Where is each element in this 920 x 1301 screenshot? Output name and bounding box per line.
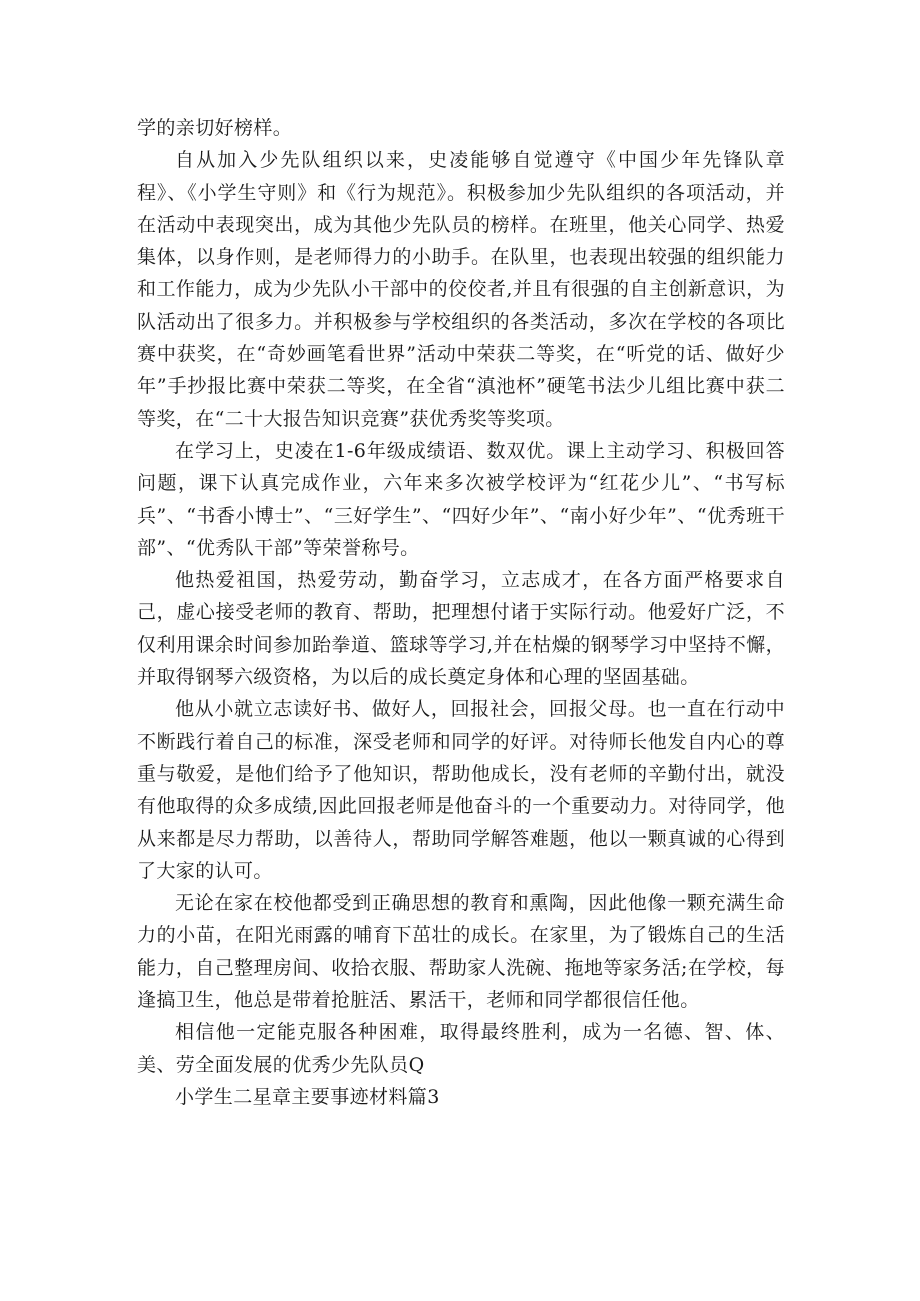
section-heading: 小学生二星章主要事迹材料篇3 — [175, 1085, 440, 1108]
paragraph-patriotism: 他热爱祖国，热爱劳动，勤奋学习，立志成才，在各方面严格要求自己，虚心接受老师的教育、帮助，把理想付诸于实际行动。他爱好广泛，不仅利用课余时间参加跆拳道、篮球等学习,并在枯燥的钢琴学习中坚持不懈，并取得钢琴六级资格，为以后的成长奠定身体和心理的坚固基础。 — [137, 569, 785, 689]
document-page — [137, 112, 785, 1113]
paragraph-home-school: 无论在家在校他都受到正确思想的教育和熏陶，因此他像一颗充满生命力的小苗，在阳光雨露的哺育下茁壮的成长。在家里，为了锻炼自己的生活能力，自己整理房间、收拾衣服、帮助家人洗碗、拖地等家务活;在学校，每逢搞卫生，他总是带着抢脏活、累活干，老师和同学都很信任他。 — [137, 892, 785, 1012]
paragraph-ambition: 他从小就立志读好书、做好人，回报社会，回报父母。也一直在行动中不断践行着自己的标准，深受老师和同学的好评。对待师长他发自内心的尊重与敬爱，是他们给予了他知识，帮助他成长，没有老师的辛勤付出，就没有他取得的众多成绩,因此回报老师是他奋斗的一个重要动力。对待同学，他从来都是尽力帮助，以善待人，帮助同学解答难题，他以一颗真诚的心得到了大家的认可。 — [137, 698, 785, 882]
paragraph-continuation: 学的亲切好榜样。 — [137, 117, 293, 139]
paragraph-organization: 自从加入少先队组织以来，史凌能够自觉遵守《中国少年先锋队章程》、《小学生守则》和《行为规范》。积极参加少先队组织的各项活动，并在活动中表现突出，成为其他少先队员的榜样。在班里，他关心同学、热爱集体，以身作则，是老师得力的小助手。在队里，也表现出较强的组织能力和工作能力，成为少先队小干部中的佼佼者,并且有很强的自主创新意识，为队活动出了很多力。并积极参与学校组织的各类活动，多次在学校的各项比赛中获奖，在“奇妙画笔看世界”活动中荣获二等奖，在“听党的话、做好少年”手抄报比赛中荣获二等奖，在全省“滇池杯”硬笔书法少儿组比赛中获二等奖，在“二十大报告知识竞赛”获优秀奖等奖项。 — [137, 149, 785, 430]
paragraph-study: 在学习上，史凌在1-6年级成绩语、数双优。课上主动学习、积极回答问题，课下认真完成作业，六年来多次被学校评为“红花少儿”、“书写标兵”、“书香小博士”、“三好学生”、“四好少年”、“南小好少年”、“优秀班干部”、“优秀队干部”等荣誉称号。 — [137, 439, 785, 559]
paragraph-conclusion: 相信他一定能克服各种困难，取得最终胜利，成为一名德、智、体、美、劳全面发展的优秀少先队员Q — [137, 1021, 785, 1076]
